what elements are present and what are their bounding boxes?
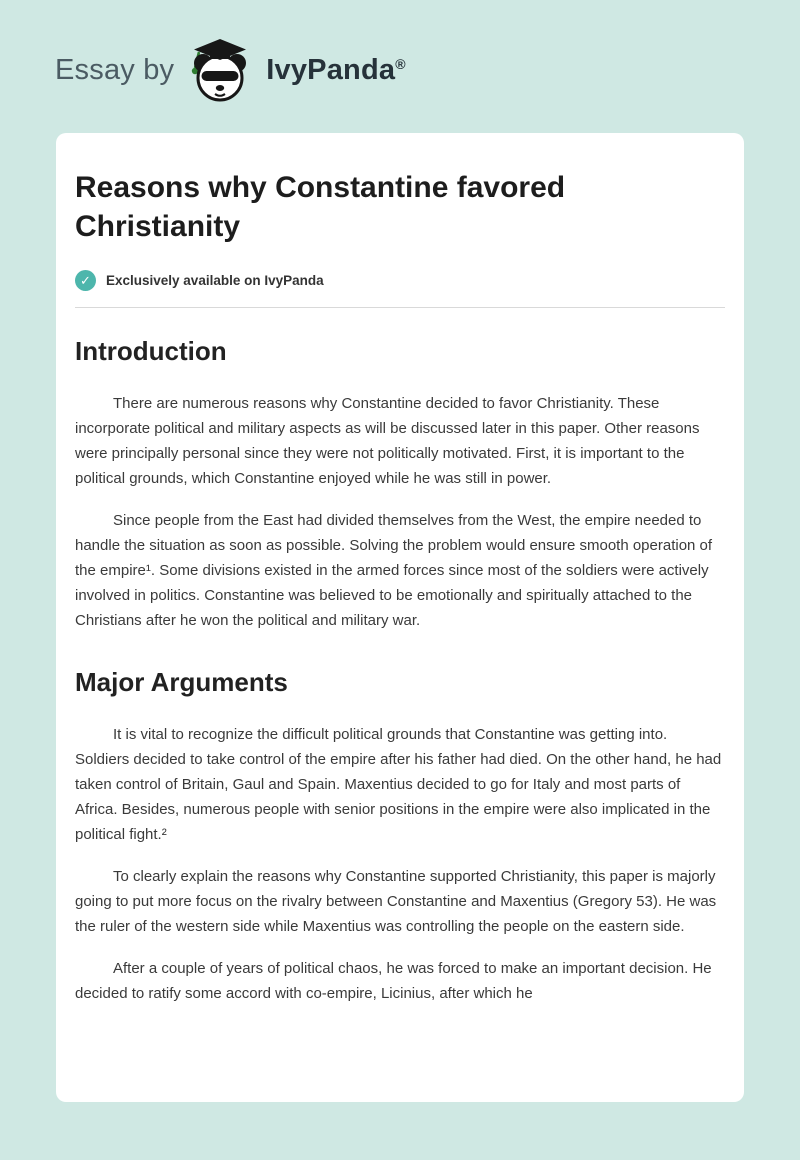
registered-mark: ® xyxy=(395,56,406,72)
availability-label: Exclusively available on IvyPanda xyxy=(106,273,324,288)
availability-row xyxy=(75,270,725,291)
brand-name xyxy=(266,54,405,87)
section-major-arguments xyxy=(75,667,725,1006)
paragraph: There are numerous reasons why Constantine decided to favor Christianity. These incorporate political and military aspects as will be discussed later in this paper. Other reasons were principally personal since they were not politically motivated. First, it is important to the political grounds, which Constantine enjoyed while he was still in power. xyxy=(75,395,700,487)
check-circle-icon: ✓ xyxy=(75,270,96,291)
page-title: Reasons why Constantine favored Christianity xyxy=(75,171,566,243)
section-heading-major-arguments: Major Arguments xyxy=(75,667,288,697)
paragraph: It is vital to recognize the difficult political grounds that Constantine was getting into. Soldiers decided to take control of the empire after his father had died. On the other hand, he had taken control of Britain, Gaul and Spain. Maxentius decided to go for Italy and most parts of Africa. Besides, numerous people with senior positions in the empire were also implicated in the political fight.² xyxy=(75,726,722,843)
essay-by-label: Essay by xyxy=(55,54,175,86)
brand-text: IvyPanda xyxy=(266,54,396,86)
divider xyxy=(75,307,725,308)
essay-card xyxy=(56,133,744,1102)
panda-graduation-logo-icon xyxy=(188,38,252,104)
paragraph: To clearly explain the reasons why Constantine supported Christianity, this paper is majorly going to put more focus on the rivalry between Constantine and Maxentius (Gregory 53). He was the ruler of the western side while Maxentius was controlling the people on the eastern side. xyxy=(75,868,717,935)
paragraph: Since people from the East had divided themselves from the West, the empire needed to handle the situation as soon as possible. Solving the problem would ensure smooth operation of the empire¹. Some divisions existed in the armed forces since most of the soldiers were actively involved in politics. Constantine was believed to be emotionally and spiritually attached to the Christians after he won the political and military war. xyxy=(75,512,713,629)
paragraph: After a couple of years of political chaos, he was forced to make an important decision. He decided to ratify some accord with co-empire, Licinius, after which he xyxy=(75,960,712,1002)
site-header xyxy=(0,0,800,105)
section-heading-introduction: Introduction xyxy=(75,336,227,366)
section-introduction xyxy=(75,336,725,633)
